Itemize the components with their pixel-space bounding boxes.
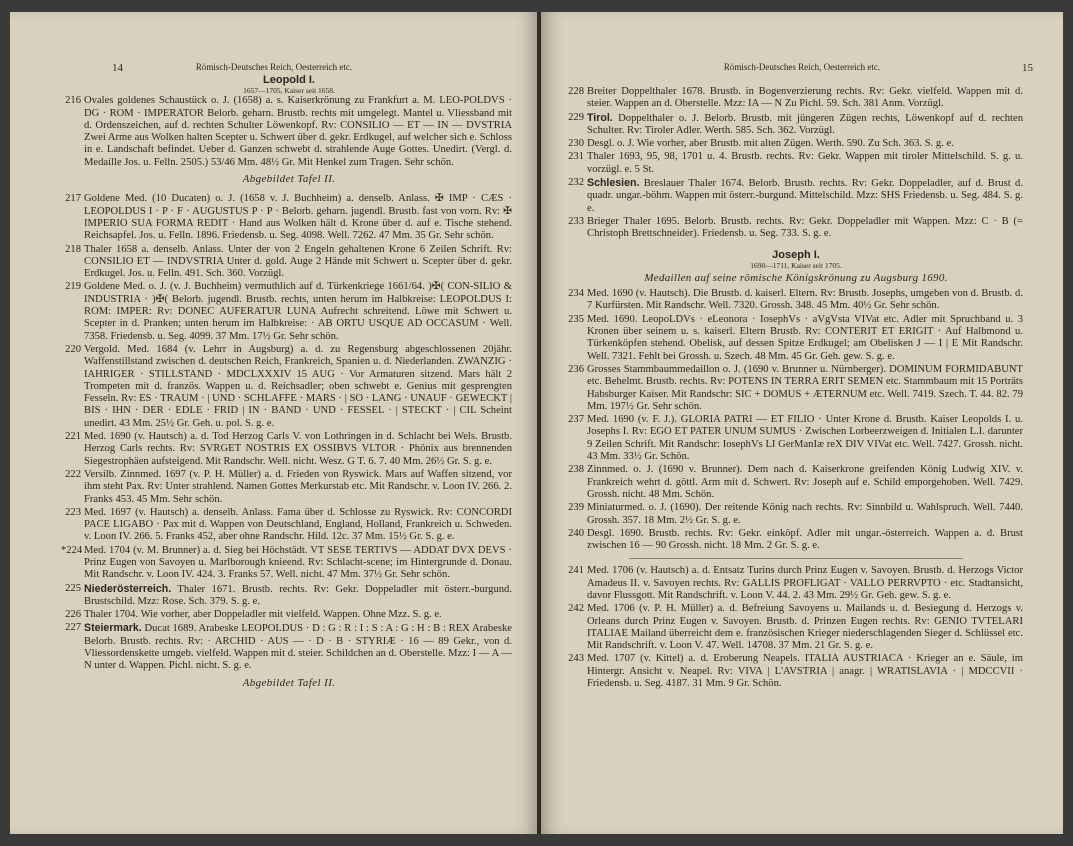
- entry-number: 217: [65, 193, 81, 205]
- catalog-entry: [66, 193, 512, 242]
- entry-text: Ovales goldenes Schaustück o. J. (1658) a. s. Kaiserkrönung zu Frankfurt a. M. LEO-POLDVS · DG · ROM · IMPERATOR Belorb. geharn. Brustb. rechts mit umgelegt. Mantel u. Vliessband mit d. Ordenszeichen, auf d. rechten Schulter Löwenkopf. Rv: CONSILIO — ET — IN — DVSTRIA Zwei Arme aus Wolken halten Scepter u. Schwert über d. gekr. Erdkugel, auf welcher sich e. Schloss in e. Landschaft befindet. Ueber d. Ganzen schwebt d. strahlende Auge Gottes. Unedirt. (Vergl. d. Medaille Jos. u. Felln. 2505.) 53/46 Mm. 48½ Gr. Mit Henkel zum Tragen. Sehr schön.: [84, 95, 512, 168]
- left-page: [10, 12, 538, 834]
- subheading: Medaillen auf seine römische Königskrönung zu Augsburg 1690.: [644, 271, 948, 284]
- region-heading: Steiermark.: [84, 622, 142, 635]
- catalog-entry: [66, 583, 512, 609]
- entry-text: Doppelthaler o. J. Belorb. Brustb. mit jüngeren Zügen rechts, Löwenkopf auf d. rechten Schulter. Rv: Tiroler Adler. Werth. 585. Sch. 362. Vorzügl.: [587, 112, 1023, 136]
- catalog-entry: [569, 112, 1023, 138]
- catalog-entry: [569, 314, 1023, 363]
- catalog-entry: [569, 138, 1023, 150]
- catalog-entry: [66, 622, 512, 672]
- catalog-entry: [569, 177, 1023, 215]
- entry-text: Med. 1690 (v. Hautsch) a. d. Tod Herzog Carls V. von Lothringen in d. Schlacht bei Wels. Brustb. Herzog Carls rechts. Rv: SVRGET NOSTRIS EX OSSIBVS VLTOR · Phönix aus brennenden Siegestrophäen aufsteigend. Mit Randschr. Well. nicht. Wesz. G T. 6. 7. 40 Mm. 26½ Gr. S. g. e.: [84, 431, 512, 467]
- entry-text: Miniaturmed. o. J. (1690). Der reitende König nach rechts. Rv: Sinnbild u. Wahlspruch. Well. 7440. Grossh. 357. 18 Mm. 2½ Gr. S. g. e.: [587, 502, 1023, 526]
- entry-text: Desgl. o. J. Wie vorher, aber Brustb. mit alten Zügen. Werth. 590. Zu Sch. 363. S. g. e.: [587, 138, 954, 150]
- section-heading-joseph: [569, 249, 1023, 270]
- left-page-number: 14: [112, 62, 123, 74]
- entry-number: 238: [568, 464, 584, 476]
- catalog-entry: [569, 288, 1023, 313]
- catalog-entry: [66, 507, 512, 544]
- entry-text: Versilb. Zinnmed. 1697 (v. P. H. Müller) a. d. Frieden von Ryswick. Mars auf Waffen sitzend, vor ihm steht Pax. Rv: Unter strahlend. Namen Gottes Merkurstab etc. Mit Randschr. v. Loon IV. 266. 2. Franks 453. 45 Mm. Sehr schön.: [84, 468, 512, 505]
- entry-number: 242: [568, 603, 584, 615]
- entry-number: 239: [568, 502, 584, 514]
- right-entries-list-c: [569, 565, 1023, 690]
- right-entries-list-a: [569, 86, 1023, 241]
- entry-text: Thaler 1658 a. denselb. Anlass. Unter der von 2 Engeln gehaltenen Krone 6 Zeilen Schrift. Rv: CONSILIO ET — INDVSTRIA Unter d. gold. Auge 2 Hände mit Schwert u. Scepter über d. gekr. Erdkugel. Jos. u. Felln. 491. Sch. 360. Vorzügl.: [84, 243, 512, 280]
- catalog-entry: [569, 528, 1023, 553]
- illustration-reference: Abgebildet Tafel II.: [242, 173, 336, 186]
- catalog-entry: [569, 502, 1023, 527]
- catalog-entry: [569, 364, 1023, 413]
- entry-text: Breiter Doppelthaler 1678. Brustb. in Bogenverzierung rechts. Rv: Gekr. vielfeld. Wappen mit d. steier. Wappen an d. Oberstelle. Mzz: IA — N Zu Pichl. 59. Sch. 381 Anm. Vorzügl.: [587, 86, 1023, 110]
- entry-number: 236: [568, 363, 584, 375]
- entry-text: Ducat 1689. Arabeske LEOPOLDUS · D : G : R : I : S : A : G : H : B : REX Arabeske Belorb. Brustb. rechts. Rv: · ARCHID · AUS — · D · B · STYRIÆ · 16 — 89 Gekr., von d. Vliessordenskette umgeb. vielfeld. Wappen mit d. steier. Schildchen an d. Oberstelle. Mzz: I — A — N unter d. Wappen. Pichl. nicht. S. g. e.: [84, 623, 512, 672]
- catalog-entry: [569, 464, 1023, 501]
- entry-number: *224: [61, 544, 83, 556]
- entry-text: Goldene Med. (10 Ducaten) o. J. (1658 v. J. Buchheim) a. denselb. Anlass. ✠ IMP · CÆS · LEOPOLDUS I · P · F · AUGUSTUS P · P · Belorb. geharn. jugendl. Brustb. fast von vorn. Rv: ✠ IMPERIO SUA FORMA REDIT · Hand aus Wolken hält d. Krone über d. auf e. Tische stehend. Reichsapfel. Jos. u. Felln. 1896. Friedensb. u. Seg. 4098. Well. 7262. 47 Mm. 35 Gr. Sehr schön.: [84, 193, 512, 242]
- entry-number: 227: [65, 622, 81, 634]
- entry-number: 235: [568, 313, 584, 325]
- catalog-entry: [61, 544, 512, 582]
- ruler-name: Leopold I.: [263, 74, 315, 86]
- entry-text: Med. 1690 (v. F. J.). GLORIA PATRI — ET FILIO · Unter Krone d. Brustb. Kaiser Leopolds I. u. Josephs I. Rv: EGO ET PATER UNUM SUMUS · Zwischen Lorbeerzweigen d. Initialen L.I. darunter 9 Zeilen Schrift. Mit Randschr: IosephVs LI GerManIæ reX DIV VIVat etc. Well. 7427. Grossh. nicht. 43 Mm. 33½ Gr. Schön.: [587, 414, 1023, 463]
- entry-text: Med. 1706 (v. P. H. Müller) a. d. Befreiung Savoyens u. Mailands u. d. Besiegung d. Herzogs v. Orleans durch Prinz Eugen v. Savoyen. Brustb. d. Prinzen Eugen rechts. Rv: GENIO TVTELARI ITALIAE Mailand überreicht dem e. französischen Krieger niederschlagenden Sieger d. Schlüssel etc. Mit Randschrift. v. Loon V. 47. Well. 14708. 37 Mm. 21 Gr. S. g. e.: [587, 603, 1023, 652]
- entry-number: 219: [65, 281, 81, 293]
- catalog-entry: [66, 95, 512, 169]
- catalog-entry: [66, 281, 512, 342]
- entry-number: 220: [65, 343, 81, 355]
- entry-number: 237: [568, 414, 584, 426]
- catalog-entry: [569, 86, 1023, 111]
- entry-number: 229: [568, 111, 584, 123]
- left-running-title: Römisch-Deutsches Reich, Oesterreich etc.: [195, 62, 353, 72]
- entry-text: Med. 1704 (v. M. Brunner) a. d. Sieg bei Höchstädt. VT SESE TERTIVS — ADDAT DVX DEVS · Prinz Eugen von Savoyen u. Marlborough knieend. Rv: Schlacht-scene; im Hintergrunde d. Donau. Mit Randschr. v. Loon IV. 424. 3. Franks 57. Well. nicht. 47 Mm. 37½ Gr. Sehr schön.: [84, 544, 512, 581]
- illustration-reference: Abgebildet Tafel II.: [242, 676, 336, 689]
- entry-text: Med. 1690 (v. Hautsch). Die Brustb. d. kaiserl. Eltern. Rv: Brustb. Josephs, umgeben von d. Brustb. d. 7 Kurfürsten. Mit Randschr. Well. 7320. Grossh. 348. 45 Mm. 40½ Gr. Sehr schön.: [587, 288, 1023, 312]
- entry-number: 240: [568, 527, 584, 539]
- catalog-entry: [66, 469, 512, 506]
- ruler-name: Joseph I.: [772, 248, 820, 261]
- entry-number: 228: [568, 86, 584, 97]
- entry-text: Vergold. Med. 1684 (v. Lehrr in Augsburg) a. d. zu Regensburg abgeschlossenen 20jähr. Waffenstillstand zwischen d. deutschen Reich, Frankreich, Spanien u. d. Niederlanden. ZWANZIG · IAHRIGER · STILLSTAND · MDCLXXXIV 15 AUG · Vor Armaturen sitzend. Mars hält 2 Trompeten mit d. französ. Wappen u. d. Reichsadler; oben schwebt e. Genius mit gesprengten Fesseln. Rv: ES · TRAUM · | UND · SCHLAFFE · MARS · | SO · LANG · UNAUF · GEWECKT | BIS · IHN · DER · EDLE · FRID | IN · BAND · UND · FESSEL · | STECKT · | CIL Scheint unedirt. 43 Mm. 25½ Gr. Geh. u. pol. S. g. e.: [84, 343, 512, 429]
- section-heading-leopold: [66, 74, 512, 95]
- region-heading: Schlesien.: [587, 177, 640, 190]
- entry-text: Desgl. 1690. Brustb. rechts. Rv: Gekr. einköpf. Adler mit ungar.-österreich. Wappen a. d. Brust zwischen 16 — 90 Grossh. nicht. 18 Mm. 2 Gr. S. g. e.: [587, 527, 1023, 552]
- catalog-entry: [569, 565, 1023, 602]
- entry-text: Med. 1690. LeopoLDVs · eLeonora · IosephVs · aVgVsta VIVat etc. Adler mit Spruchband u. 3 Kronen über seinem u. s. kaiserl. Eltern Brustb. Rv: CONTERIT ET ERIGIT · Auf Halbmond u. Türkenköpfen stehend. Obelisk, auf dessen Spitze Erdkugel; am Obelisken J — I | E Mit Randschr. Well. 7321. Fehlt bei Grossh. u. Szech. 48 Mm. 45 Gr. Geh. gew. S. g. e.: [587, 313, 1023, 362]
- entry-text: Zinnmed. o. J. (1690 v. Brunner). Dem nach d. Kaiserkrone greifenden König Ludwig XIV. v. Frankreich wehrt d. göttl. Arm mit d. Schwert. Rv: Joseph auf e. Schild emporgehoben. Well. 7429. Grossh. nicht. 48 Mm. Schön.: [587, 464, 1023, 500]
- region-heading: Niederösterreich.: [84, 582, 172, 595]
- ruler-dates: 1657—1705, Kaiser seit 1658.: [243, 86, 335, 96]
- entry-number: 222: [65, 468, 81, 480]
- right-page-content: [569, 86, 1023, 691]
- catalog-entry: [569, 216, 1023, 241]
- entry-number: 232: [568, 177, 584, 189]
- entry-text: Brieger Thaler 1695. Belorb. Brustb. rechts. Rv: Gekr. Doppeladler mit Wappen. Mzz: C · B (= Christoph Brettschneider). Friedensb. u. Seg. 733. S. g. e.: [587, 215, 1023, 240]
- entry-text: Med. 1697 (v. Hautsch) a. denselb. Anlass. Fama über d. Schlosse zu Ryswick. Rv: CONCORDI PACE LIGABO · Pax mit d. Wappen von Deutschland, England, Holland, Frankreich u. Schweden. v. Loon IV. 266. 5. Franks 452, aber ohne Randschr. Hild. 12c. 37 Mm. 15½ Gr. S. g. e.: [84, 506, 512, 543]
- entry-number: 216: [65, 95, 81, 107]
- right-page-number: 15: [1022, 62, 1033, 74]
- entry-number: 243: [568, 653, 584, 665]
- entry-number: 234: [568, 288, 584, 300]
- divider-rule: [629, 558, 963, 559]
- region-heading: Tirol.: [587, 111, 613, 124]
- entry-number: 225: [65, 582, 81, 594]
- entry-text: Thaler 1671. Brustb. rechts. Rv: Gekr. Doppeladler mit österr.-burgund. Brustschild. Mzz: Rose. Sch. 379. S. g. e.: [84, 583, 512, 607]
- entry-number: 241: [568, 565, 584, 577]
- left-page-content: [61, 72, 512, 695]
- entry-text: Med. 1707 (v. Kittel) a. d. Eroberung Neapels. ITALIA AUSTRIACA · Krieger an e. Säule, im Hintergr. Ansicht v. Neapel. Rv: VIVA | L'AVSTRIA | anagr. | WRATISLAVIA · | MDCCVII · Friedensb. u. Seg. 4187. 31 Mm. 9 Gr. Schön.: [587, 653, 1023, 690]
- entry-text: Thaler 1704. Wie vorher, aber Doppeladler mit vielfeld. Wappen. Ohne Mzz. S. g. e.: [84, 609, 442, 621]
- right-running-title: Römisch-Deutsches Reich, Oesterreich etc.: [723, 62, 881, 72]
- catalog-entry: [569, 653, 1023, 690]
- book-spread: [10, 12, 1063, 834]
- catalog-entry: [66, 609, 512, 621]
- entry-text: Grosses Stammbaummedaillon o. J. (1690 v. Brunner u. Nürnberger). DOMINUM FORMIDABUNT etc. Behelmt. Brustb. rechts. Rv: POTENS IN TERRA ERIT SEMEN etc. Stammbaum mit 15 Porträts Habsburger Kaiser. Mit Randschr: SIC + DOMUS + ÆTERNUM etc. Well. 7419. Szech. T. 44. 82. 79 Mm. 197½ Gr. Sehr schön.: [587, 363, 1023, 412]
- entry-number: 231: [568, 151, 584, 163]
- catalog-entry: [569, 151, 1023, 176]
- right-entries-list-b: [569, 288, 1023, 552]
- right-running-head: [541, 62, 1063, 76]
- entry-number: 233: [568, 215, 584, 227]
- catalog-entry: [569, 414, 1023, 463]
- entry-number: 230: [568, 138, 584, 150]
- ruler-dates: 1690—1711, Kaiser seit 1705.: [750, 260, 842, 270]
- right-page: [541, 12, 1063, 834]
- entry-text: Breslauer Thaler 1674. Belorb. Brustb. rechts. Rv: Gekr. Doppeladler, auf d. Brust d. quadr. ungar.-böhm. Wappen mit österr.-burgund. Mittelschild. Mzz: SHS Friedensb. u. Seg. 484. S. g. e.: [587, 178, 1023, 214]
- entry-text: Thaler 1693, 95, 98, 1701 u. 4. Brustb. rechts. Rv: Gekr. Wappen mit tiroler Mittelschild. S. g. u. vorzügl. e. 5 St.: [587, 151, 1023, 175]
- entry-number: 226: [65, 609, 81, 621]
- catalog-entry: [66, 431, 512, 468]
- entry-text: Goldene Med. o. J. (v. J. Buchheim) vermuthlich auf d. Türkenkriege 1661/64. )✠( CON-SILIO & INDUSTRIA · )✠( Belorb. jugendl. Brustb. rechts, unten herum im Halbkreise: LEOPOLDUS I: ROM: IMPER: Rv: DONEC AUFERATUR LUNA Aufrecht schreitend. Löwe mit Schwert u. Scepter in d. Pranken; unten herum im Halbkreise: · AB ORTU USQUE AD OCCASUM · Well. 7358. Friedensb. u. Seg. 4099. 37 Mm. 17½ Gr. Sehr schön.: [84, 281, 512, 342]
- catalog-entry: [66, 344, 512, 430]
- catalog-entry: [66, 244, 512, 281]
- entry-number: 221: [65, 431, 81, 443]
- entry-text: Med. 1706 (v. Hautsch) a. d. Entsatz Turins durch Prinz Eugen v. Savoyen. Brustb. d. Herzogs Victor Amadeus II. v. Savoyen rechts. Rv: GALLIS PROFLIGAT · VALLO PERRVPTO · etc. Stadtansicht, davor Flussgott. Mit Randschrift. v. Loon V. 44. 2. 43 Mm. 29½ Gr. Geh. gew. S. g. e.: [587, 565, 1023, 601]
- left-entries-list: [61, 95, 512, 689]
- entry-number: 223: [65, 506, 81, 518]
- entry-number: 218: [65, 243, 81, 255]
- catalog-entry: [569, 603, 1023, 652]
